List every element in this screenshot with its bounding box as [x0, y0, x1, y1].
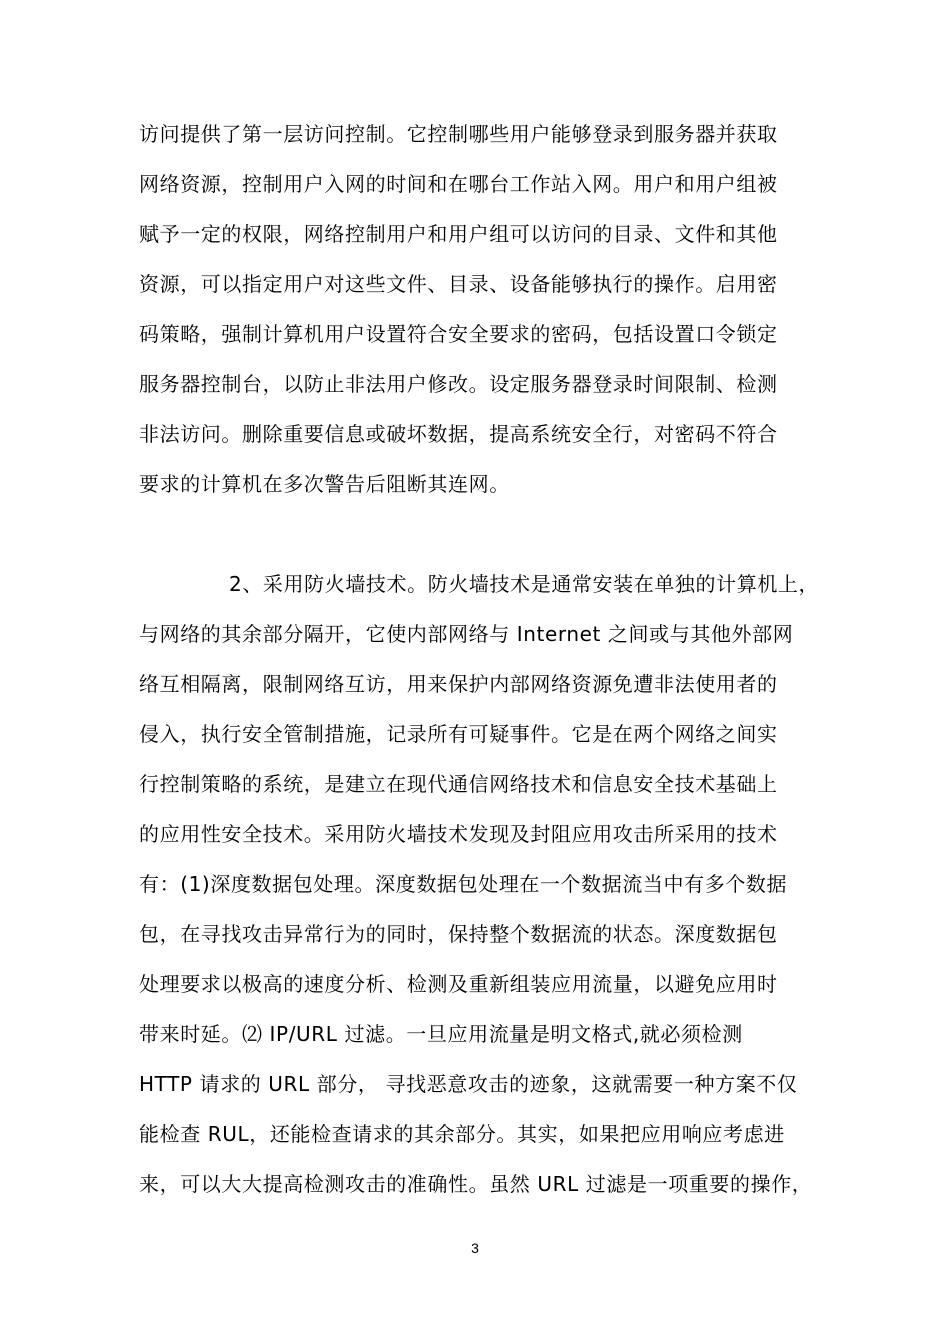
paragraph-1-line-7: 非法访问。删除重要信息或破坏数据，提高系统安全行，对密码不符合	[139, 422, 778, 446]
paragraph-2-line-7: 有：(1)深度数据包处理。深度数据包处理在一个数据流当中有多个数据	[139, 872, 788, 896]
paragraph-2-line-9: 处理要求以极高的速度分析、检测及重新组装应用流量，以避免应用时	[139, 972, 778, 996]
paragraph-2-line-13: 来，可以大大提高检测攻击的准确性。虽然 URL 过滤是一项重要的操作，	[139, 1172, 813, 1196]
paragraph-2-line-4: 侵入，执行安全管制措施，记录所有可疑事件。它是在两个网络之间实	[139, 722, 778, 746]
paragraph-1-line-6: 服务器控制台，以防止非法用户修改。设定服务器登录时间限制、检测	[139, 372, 778, 396]
paragraph-2-line-6: 的应用性安全技术。采用防火墙技术发现及封阻应用攻击所采用的技术	[139, 822, 778, 846]
paragraph-2-line-8: 包，在寻找攻击异常行为的同时，保持整个数据流的状态。深度数据包	[139, 922, 778, 946]
paragraph-2-line-1: 2、采用防火墙技术。防火墙技术是通常安装在单独的计算机上，	[229, 572, 820, 596]
paragraph-2-line-10: 带来时延。⑵ IP/URL 过滤。一旦应用流量是明文格式,就必须检测	[139, 1022, 743, 1046]
paragraph-2-line-5: 行控制策略的系统，是建立在现代通信网络技术和信息安全技术基础上	[139, 772, 778, 796]
paragraph-2-line-2: 与网络的其余部分隔开，它使内部网络与 Internet 之间或与其他外部网	[139, 622, 794, 646]
paragraph-1-line-4: 资源，可以指定用户对这些文件、目录、设备能够执行的操作。启用密	[139, 272, 778, 296]
paragraph-1-line-2: 网络资源，控制用户入网的时间和在哪台工作站入网。用户和用户组被	[139, 172, 778, 196]
page-number: 3	[471, 1240, 479, 1256]
paragraph-1-line-5: 码策略，强制计算机用户设置符合安全要求的密码，包括设置口令锁定	[139, 322, 778, 346]
paragraph-2-line-3: 络互相隔离，限制网络互访，用来保护内部网络资源免遭非法使用者的	[139, 672, 778, 696]
paragraph-1-line-8: 要求的计算机在多次警告后阻断其连网。	[139, 472, 510, 496]
paragraph-1-line-1: 访问提供了第一层访问控制。它控制哪些用户能够登录到服务器并获取	[139, 122, 778, 146]
paragraph-1-line-3: 赋予一定的权限，网络控制用户和用户组可以访问的目录、文件和其他	[139, 222, 778, 246]
paragraph-2-line-12: 能检查 RUL，还能检查请求的其余部分。其实，如果把应用响应考虑进	[139, 1122, 785, 1146]
paragraph-2-line-11: HTTP 请求的 URL 部分， 寻找恶意攻击的迹象，这就需要一种方案不仅	[139, 1072, 798, 1096]
